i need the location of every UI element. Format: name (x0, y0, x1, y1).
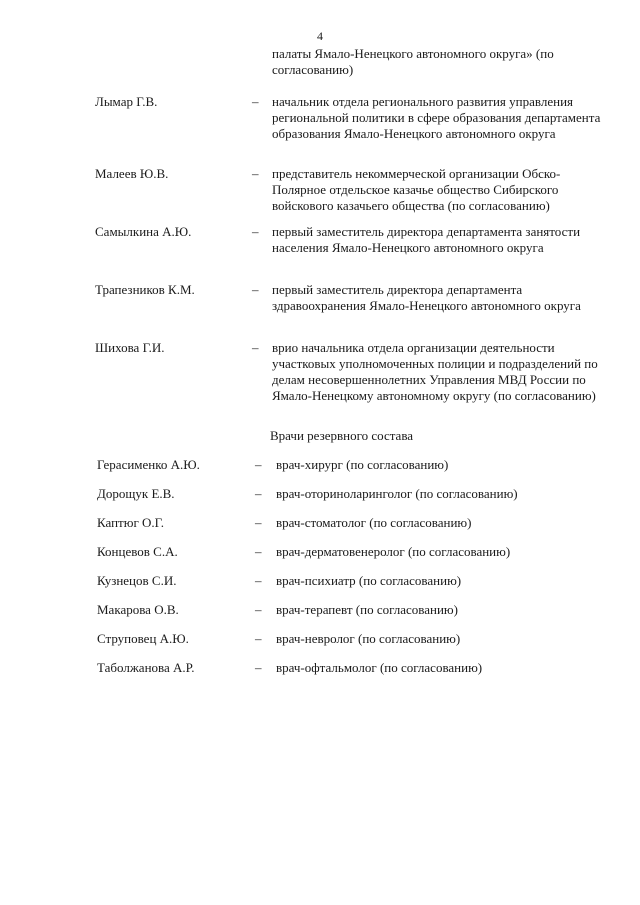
member-position: первый заместитель директора департамента занятости населения Ямало-Ненецкого автономного округа (272, 224, 581, 255)
page-number: 4 (317, 29, 323, 43)
doctor-dash: – (255, 660, 262, 675)
member-name: Лымар Г.В. (95, 94, 158, 109)
doctor-dash: – (255, 544, 262, 559)
member-name: Самылкина А.Ю. (95, 224, 192, 239)
member-dash: – (252, 282, 259, 297)
doctor-dash: – (255, 457, 262, 472)
doctor-specialty: врач-офтальмолог (по согласованию) (276, 660, 483, 675)
doctor-specialty: врач-хирург (по согласованию) (276, 457, 449, 472)
member-dash: – (252, 94, 259, 109)
doctor-specialty: врач-оториноларинголог (по согласованию) (276, 486, 518, 501)
doctor-name: Таболжанова А.Р. (97, 660, 195, 675)
member-name: Шихова Г.И. (95, 340, 165, 355)
doctor-dash: – (255, 573, 262, 588)
doctor-dash: – (255, 602, 262, 617)
section-title: Врачи резервного состава (270, 428, 414, 443)
member-name: Трапезников К.М. (95, 282, 195, 297)
member-position: представитель некоммерческой организации Обско-Полярное отдельское казачье общество Сибирского войскового казачьего общества (по согласованию) (272, 166, 561, 213)
doctor-name: Макарова О.В. (97, 602, 179, 617)
doctor-dash: – (255, 486, 262, 501)
continuation-text: палаты Ямало-Ненецкого автономного округа» (по согласованию) (272, 46, 554, 77)
member-position: первый заместитель директора департамента здравоохранения Ямало-Ненецкого автономного округа (272, 282, 581, 313)
doctor-specialty: врач-терапевт (по согласованию) (276, 602, 458, 617)
member-position: начальник отдела регионального развития управления региональной политики в сфере образования департамента образования Ямало-Ненецкого автономного округа (272, 94, 601, 141)
doctor-name: Каптюг О.Г. (97, 515, 164, 530)
doctor-name: Концевов С.А. (97, 544, 178, 559)
member-dash: – (252, 340, 259, 355)
doctor-name: Струповец А.Ю. (97, 631, 189, 646)
member-dash: – (252, 224, 259, 239)
doctor-name: Герасименко А.Ю. (97, 457, 200, 472)
doctor-specialty: врач-дерматовенеролог (по согласованию) (276, 544, 511, 559)
member-dash: – (252, 166, 259, 181)
member-name: Малеев Ю.В. (95, 166, 169, 181)
member-position: врио начальника отдела организации деятельности участковых уполномоченных полиции и подразделений по делам несовершеннолетних Управления МВД России по Ямало-Ненецкому автономному округу (по согласованию) (272, 340, 598, 403)
doctor-specialty: врач-невролог (по согласованию) (276, 631, 461, 646)
doctor-name: Дорощук Е.В. (97, 486, 175, 501)
doctor-specialty: врач-стоматолог (по согласованию) (276, 515, 472, 530)
doctor-dash: – (255, 515, 262, 530)
doctor-dash: – (255, 631, 262, 646)
doctor-specialty: врач-психиатр (по согласованию) (276, 573, 462, 588)
doctor-name: Кузнецов С.И. (97, 573, 177, 588)
